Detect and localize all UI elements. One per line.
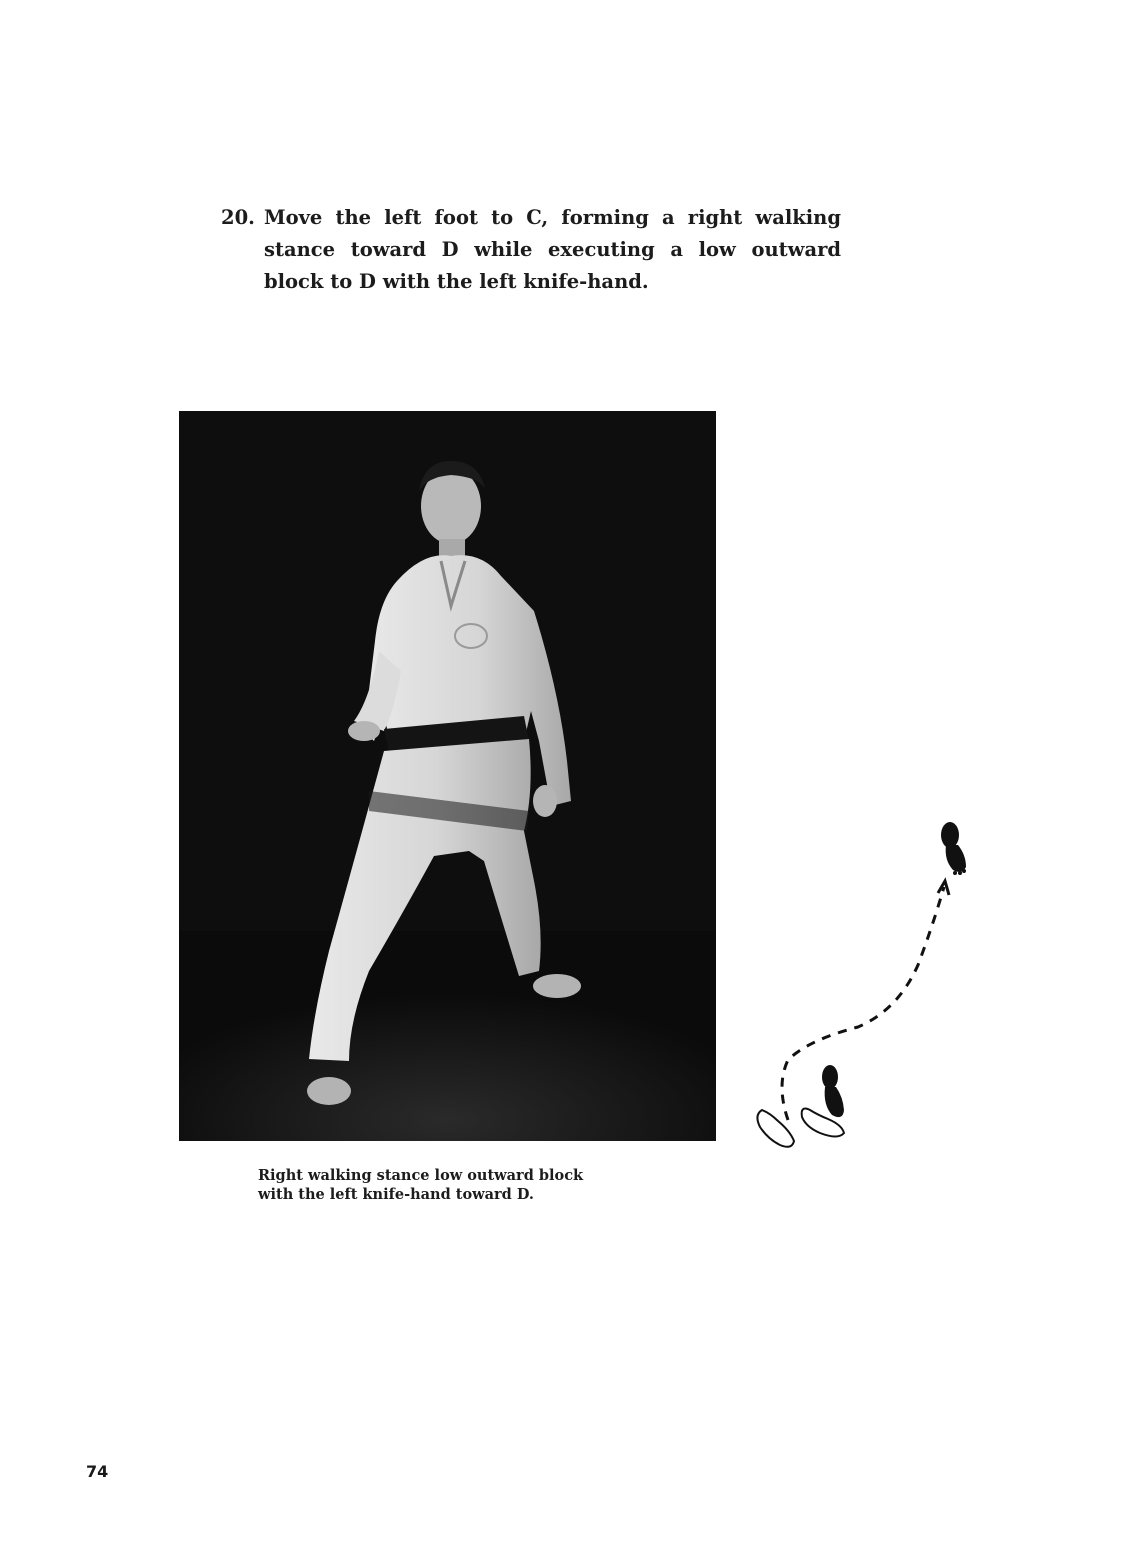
target-footprint-icon — [941, 822, 966, 875]
right-footprint-icon — [822, 1065, 844, 1117]
caption-line-1: Right walking stance low outward block — [258, 1167, 584, 1184]
movement-path-arrow — [782, 887, 944, 1120]
caption-line-2: with the left knife-hand toward D. — [258, 1186, 534, 1203]
previous-footprint-icon — [757, 1109, 844, 1147]
stance-photograph — [179, 411, 716, 1141]
step-number: 20. — [221, 206, 255, 229]
page-number: 74 — [86, 1462, 109, 1481]
footwork-diagram — [748, 815, 988, 1160]
photo-caption — [258, 1166, 678, 1204]
step-instruction — [221, 202, 841, 298]
step-text: Move the left foot to C, forming a right walking stance toward D while executing a low outward block to D with the left knife-hand. — [264, 206, 841, 293]
